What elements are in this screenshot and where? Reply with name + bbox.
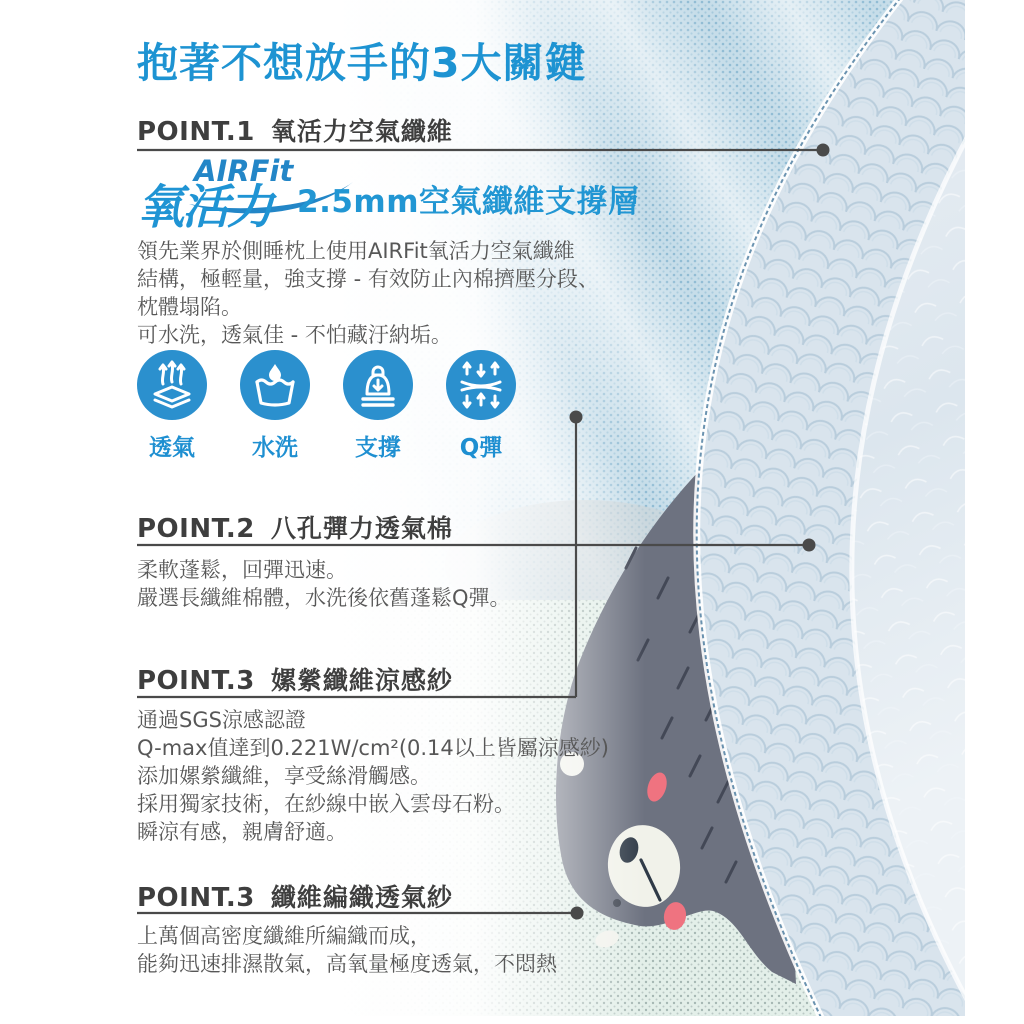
feature-support <box>343 350 413 462</box>
body-line: 添加嫘縈纖維，享受絲滑觸感。 <box>137 764 431 788</box>
airfit-logo-en: AIRFit <box>194 154 294 188</box>
body-line: 上萬個高密度纖維所編織而成， <box>137 924 431 948</box>
body-line: 能夠迅速排濕散氣，高氧量極度透氣，不悶熱 <box>137 952 557 976</box>
body-line: 柔軟蓬鬆，回彈迅速。 <box>137 558 347 582</box>
body-line: 通過SGS涼感認證 <box>137 708 306 732</box>
point3b-body <box>137 922 557 978</box>
feature-icons-row <box>137 350 516 462</box>
point3a-body <box>137 706 609 846</box>
point1-heading-row <box>137 112 453 148</box>
feature-label: 支撐 <box>355 435 401 461</box>
feature-bounce <box>446 350 516 462</box>
airfit-logo-cn: 氧活力 <box>137 180 272 235</box>
body-line: 採用獨家技術，在紗線中嵌入雲母石粉。 <box>137 792 515 816</box>
body-line: 嚴選長纖維棉體，水洗後依舊蓬鬆Q彈。 <box>137 586 511 610</box>
feature-label: Q彈 <box>459 435 503 461</box>
feature-breathable <box>137 350 207 462</box>
feature-washable <box>240 350 310 462</box>
point3b-label: POINT.3 <box>137 883 255 913</box>
body-line: 領先業界於側睡枕上使用AIRFit氧活力空氣纖維 <box>137 239 575 263</box>
support-icon <box>343 350 413 420</box>
point2-label: POINT.2 <box>137 514 255 544</box>
airfit-logo <box>137 154 640 235</box>
point3a-heading: 嫘縈纖維涼感紗 <box>270 666 453 695</box>
body-line: Q-max值達到0.221W/cm²(0.14以上皆屬涼感紗) <box>137 736 609 760</box>
point1-heading: 氧活力空氣纖維 <box>270 117 453 146</box>
body-line: 可水洗，透氣佳 - 不怕藏汙納垢。 <box>137 323 452 347</box>
body-line: 枕體塌陷。 <box>137 295 242 319</box>
bounce-icon <box>446 350 516 420</box>
point3a-heading-row <box>137 661 453 697</box>
point2-heading: 八孔彈力透氣棉 <box>270 514 453 543</box>
wash-icon <box>240 350 310 420</box>
breathe-icon <box>137 350 207 420</box>
point2-body <box>137 556 511 612</box>
body-line: 瞬涼有感，親膚舒適。 <box>137 820 347 844</box>
point1-label: POINT.1 <box>137 117 255 147</box>
page-title: 抱著不想放手的3大關鍵 <box>137 39 587 87</box>
point3b-heading: 纖維編織透氣紗 <box>270 883 453 912</box>
body-line: 結構，極輕量，強支撐 - 有效防止內棉擠壓分段、 <box>137 267 599 291</box>
point3b-heading-row <box>137 878 453 914</box>
point3a-label: POINT.3 <box>137 666 255 696</box>
feature-label: 透氣 <box>149 435 195 461</box>
point1-body <box>137 237 599 349</box>
logo-subtitle: 2.5mm空氣纖維支撐層 <box>297 184 640 220</box>
point2-heading-row <box>137 509 453 545</box>
feature-label: 水洗 <box>252 435 298 461</box>
